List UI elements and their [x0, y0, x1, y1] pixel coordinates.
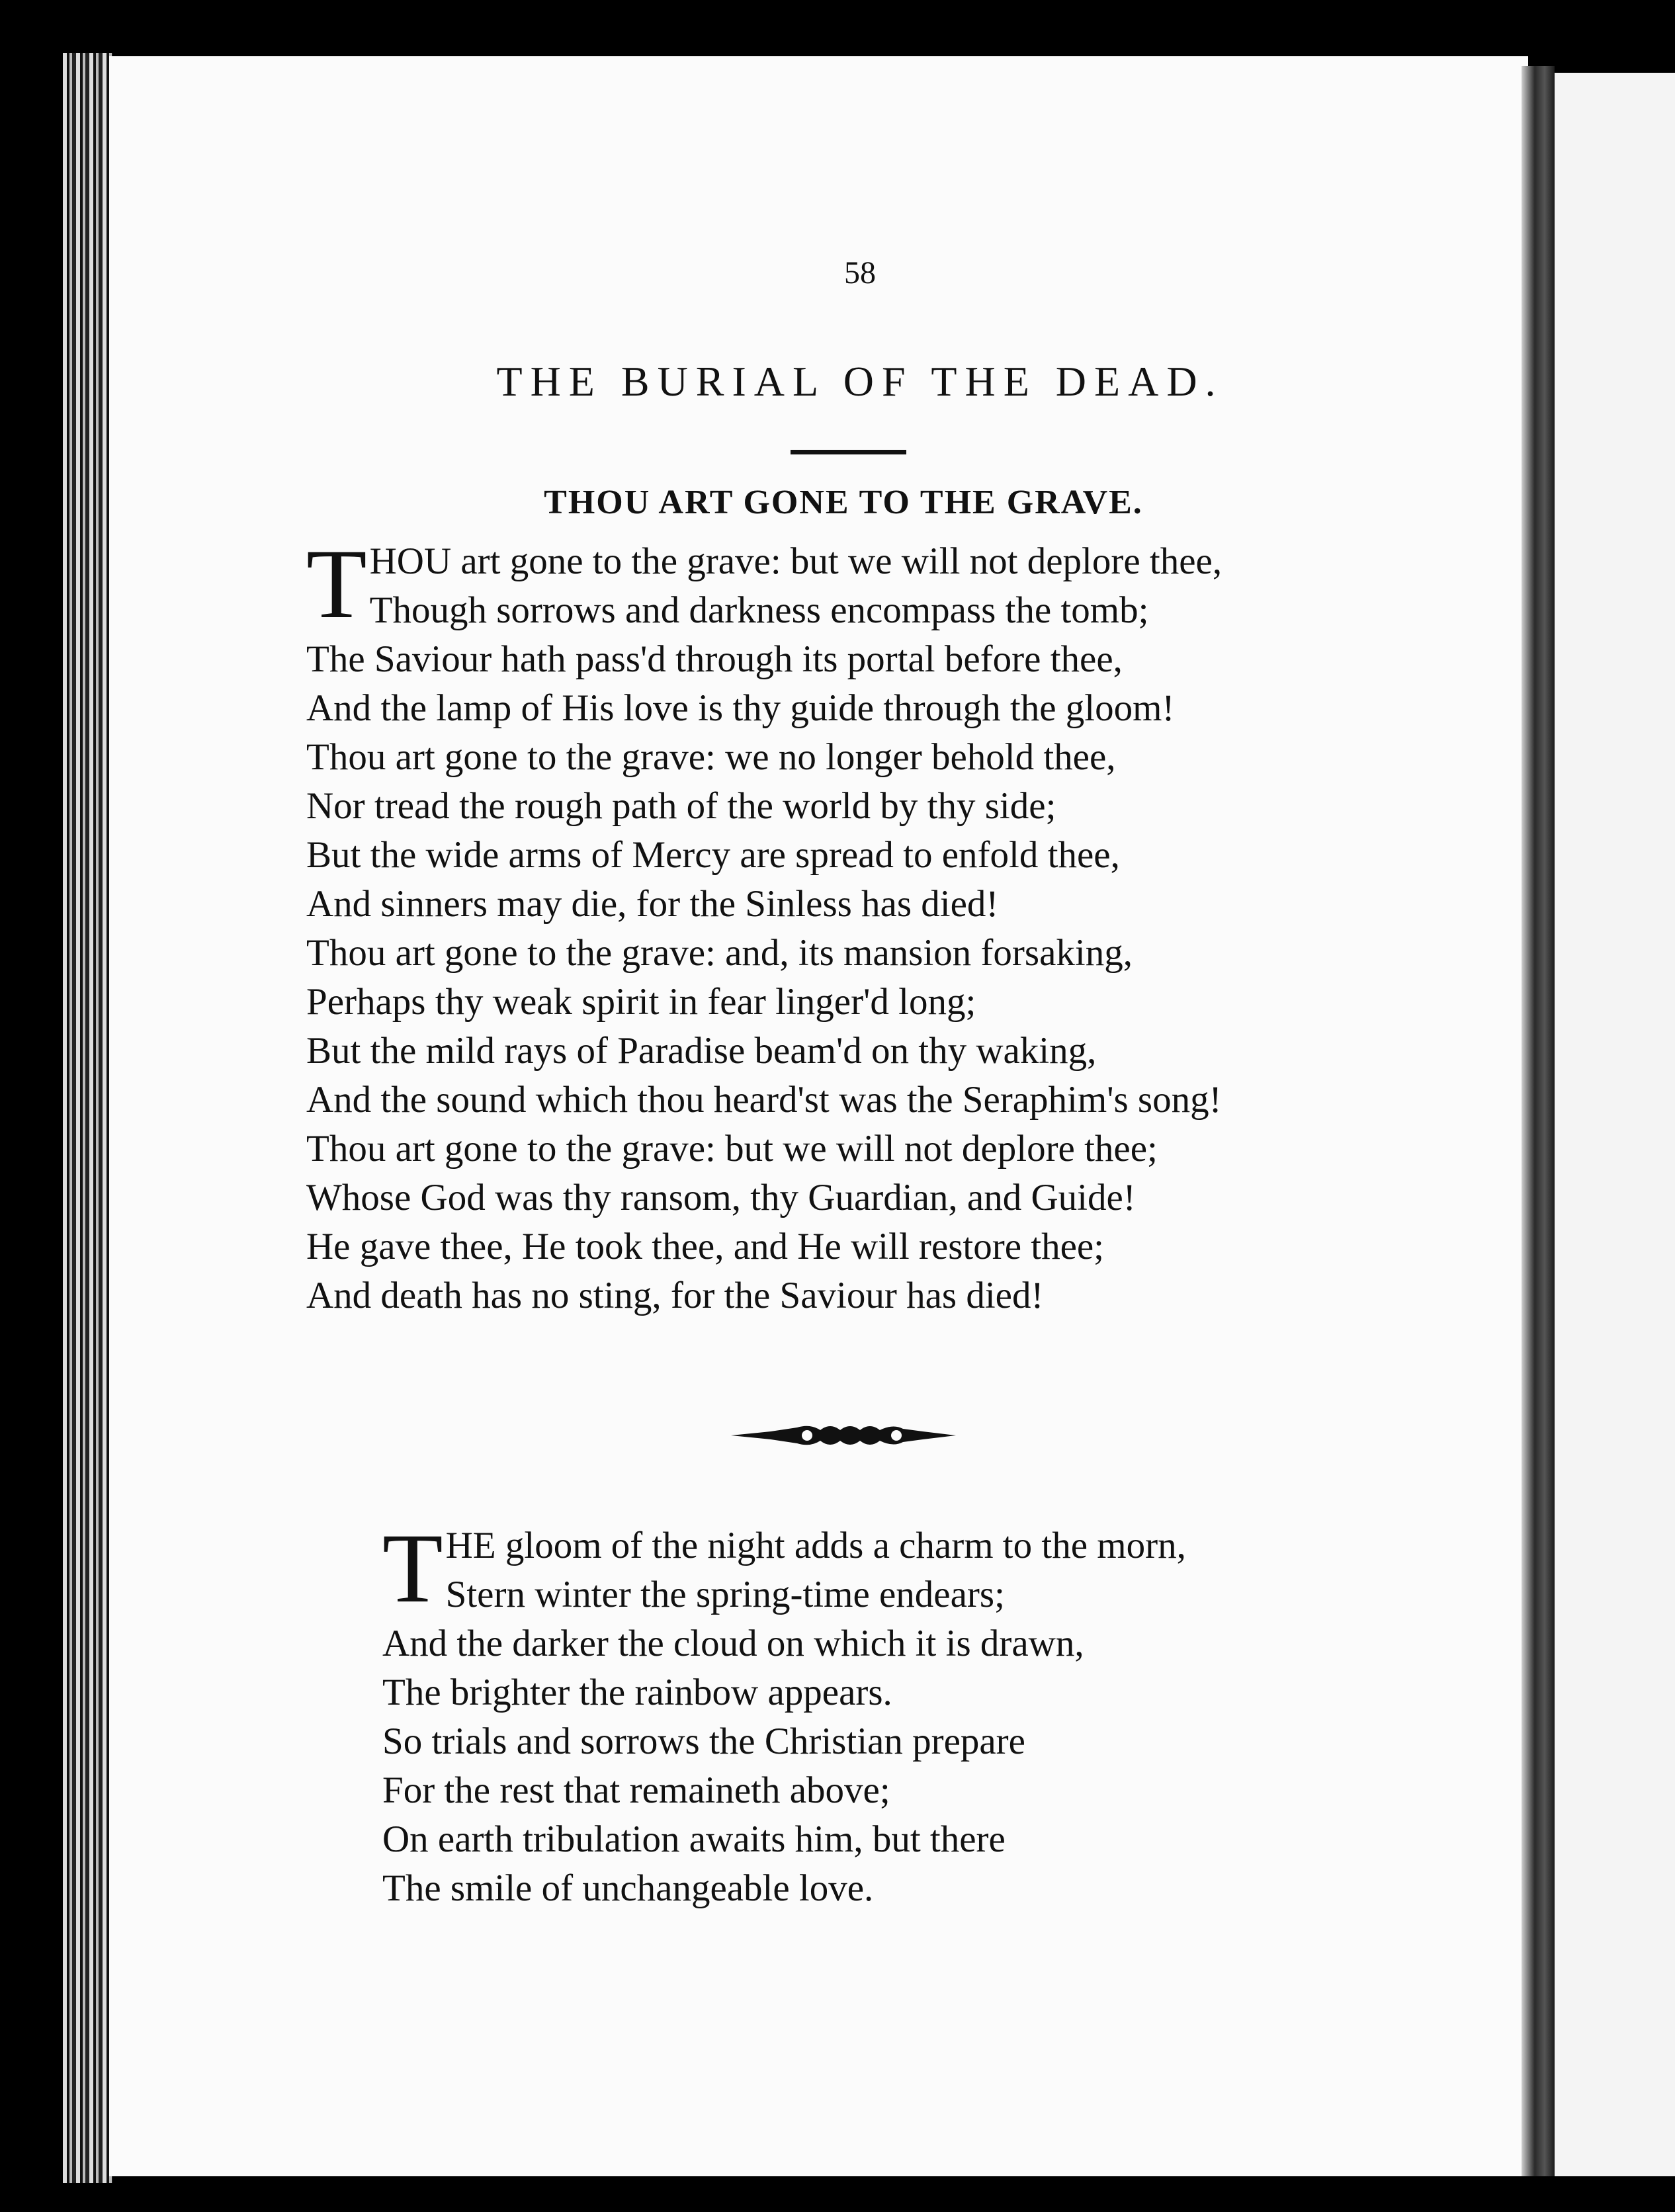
poem-line: Thou art gone to the grave: and, its mansion forsaking, [306, 932, 1133, 974]
poem-line: For the rest that remaineth above; [382, 1769, 890, 1811]
page-number: 58 [844, 255, 876, 290]
adjacent-page-edge [1555, 73, 1675, 2176]
book-spine-edge [63, 53, 112, 2183]
drop-cap: T [382, 1513, 443, 1623]
poem-line: The brighter the rainbow appears. [382, 1672, 892, 1713]
poem-line: He gave thee, He took thee, and He will restore thee; [306, 1226, 1105, 1267]
poem-line: So trials and sorrows the Christian prepare [382, 1721, 1025, 1762]
poem-line: HOU art gone to the grave: but we will not deplore thee, [369, 540, 1223, 582]
poem-line: The smile of unchangeable love. [382, 1867, 874, 1909]
drop-cap: T [306, 529, 367, 639]
poem-line: And the sound which thou heard'st was the Seraphim's song! [306, 1079, 1222, 1121]
poem-line: Stern winter the spring-time endears; [445, 1574, 1005, 1615]
poem-line: And the darker the cloud on which it is drawn, [382, 1623, 1084, 1664]
ornament-divider-icon [731, 1416, 956, 1455]
poem-line: And death has no sting, for the Saviour has died! [306, 1275, 1044, 1316]
poem-line: But the mild rays of Paradise beam'd on thy waking, [306, 1030, 1097, 1072]
poem-title: THOU ART GONE TO THE GRAVE. [544, 484, 1143, 521]
poem-thou-art-gone [306, 529, 1223, 1320]
poem-line: And the lamp of His love is thy guide through the gloom! [306, 687, 1175, 729]
poem-line: Thou art gone to the grave: but we will not deplore thee; [306, 1128, 1158, 1170]
poem-line: And sinners may die, for the Sinless has died! [306, 883, 999, 925]
section-title: THE BURIAL OF THE DEAD. [496, 358, 1224, 405]
poem-line: Nor tread the rough path of the world by thy side; [306, 785, 1056, 827]
poem-line: Perhaps thy weak spirit in fear linger'd long; [306, 981, 976, 1023]
poem-line: On earth tribulation awaits him, but there [382, 1818, 1006, 1860]
poem-line: Thou art gone to the grave: we no longer behold thee, [306, 736, 1116, 778]
poem-line: Whose God was thy ransom, thy Guardian, and Guide! [306, 1177, 1136, 1218]
poem-line: HE gloom of the night adds a charm to the morn, [445, 1525, 1186, 1566]
poem-gloom-of-the-night [382, 1513, 1186, 1913]
poem-line: Though sorrows and darkness encompass the tomb; [369, 589, 1149, 631]
poem-line: But the wide arms of Mercy are spread to enfold thee, [306, 834, 1120, 876]
poem-line: The Saviour hath pass'd through its portal before thee, [306, 638, 1123, 680]
page-gutter-shadow [1522, 66, 1555, 2176]
title-rule-divider [791, 450, 906, 454]
